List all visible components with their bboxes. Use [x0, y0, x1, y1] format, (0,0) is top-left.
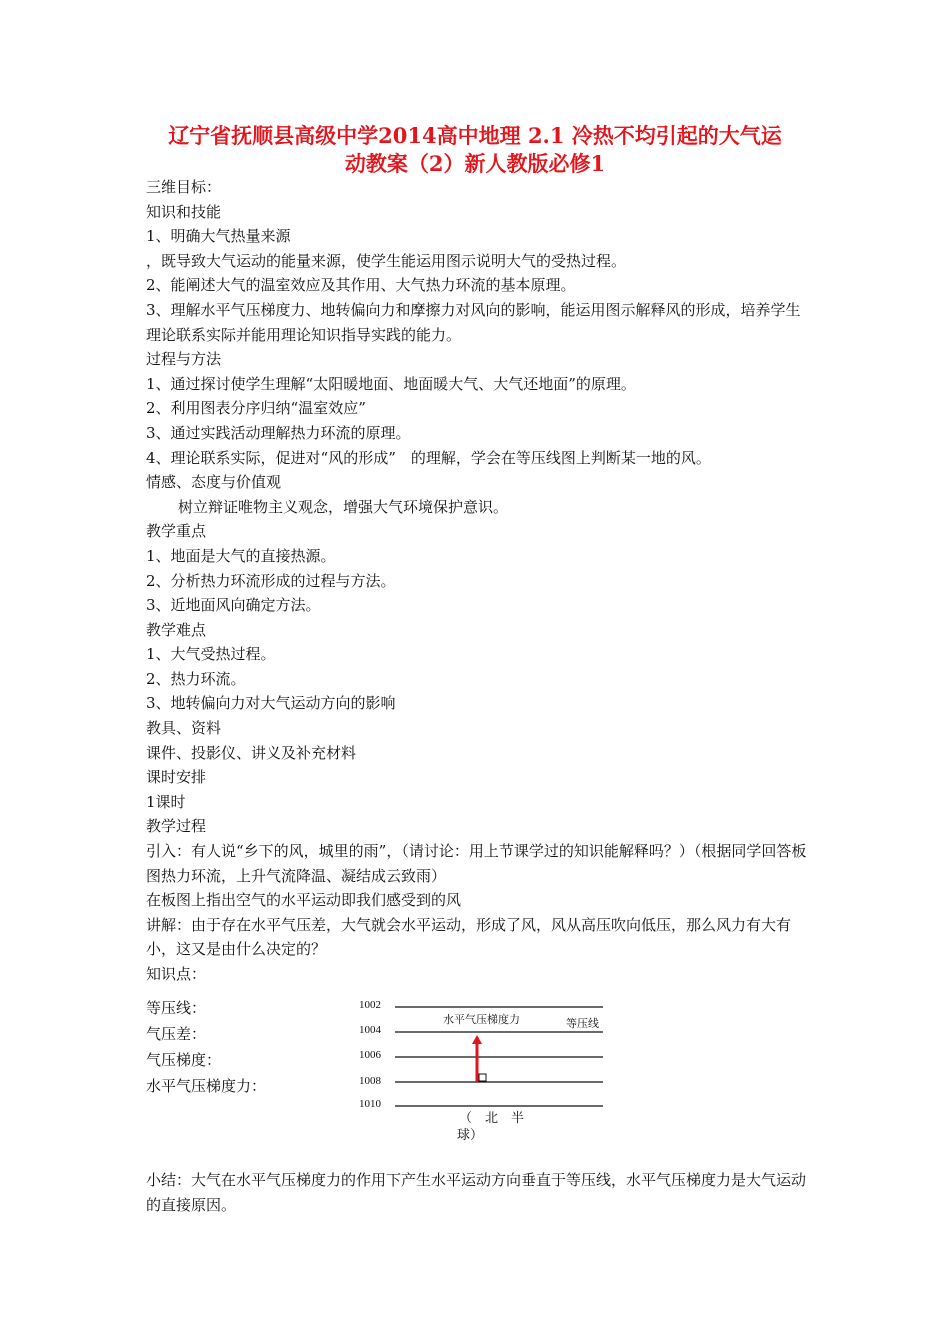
heading-teaching-process: 教学过程 [146, 817, 207, 836]
key-point-line: 1、地面是大气的直接热源。 [146, 546, 336, 565]
isobar-label: 等压线 [566, 1018, 599, 1030]
pressure-label-1004: 1004 [359, 1024, 381, 1036]
process-line: 2、利用图表分序归纳“温室效应” [146, 399, 366, 418]
objective-line: 3、理解水平气压梯度力、地转偏向力和摩擦力对风向的影响，能运用图示解释风的形成，培养学生理论联系实际并能用理论知识指导实践的能力。 [146, 300, 801, 344]
force-label: 水平气压梯度力 [443, 1014, 520, 1026]
heading-attitude-values: 情感、态度与价值观 [146, 473, 282, 492]
process-line: 1、通过探讨使学生理解“太阳暖地面、地面暖大气、大气还地面”的原理。 [146, 374, 636, 393]
knowledge-point-horizontal-force: 水平气压梯度力： [146, 1077, 267, 1095]
intro-paragraph: 引入：有人说“乡下的风，城里的雨”，（请讨论：用上节课学过的知识能解释吗？）（根据同学回答板图热力环流，上升气流降温、凝结成云致雨） [146, 842, 807, 885]
objective-line: 2、能阐述大气的温室效应及其作用、大气热力环流的基本原理。 [146, 276, 576, 295]
summary-paragraph: 小结：大气在水平气压梯度力的作用下产生水平运动方向垂直于等压线，水平气压梯度力是大气运动的直接原因。 [146, 1171, 807, 1214]
lesson-body [146, 175, 812, 987]
difficulty-line: 2、热力环流。 [146, 669, 246, 688]
hemisphere-label-line2: 球） [457, 1127, 484, 1142]
arrow-head-icon [472, 1035, 482, 1044]
knowledge-point-isobar: 等压线： [146, 999, 207, 1017]
process-paragraph: 在板图上指出空气的水平运动即我们感受到的风 [146, 891, 462, 910]
heading-objectives: 三维目标： [146, 178, 222, 196]
materials-line: 课件、投影仪、讲义及补充材料 [146, 743, 357, 762]
hemisphere-label-line1: （ 北 半 [459, 1110, 525, 1125]
process-line: 4、理论联系实际，促进对“风的形成” 的理解，学会在等压线图上判断某一地的风。 [146, 448, 711, 467]
knowledge-point-pressure-gradient: 气压梯度： [146, 1051, 222, 1069]
heading-materials: 教具、资料 [146, 719, 222, 738]
right-angle-icon [479, 1074, 486, 1081]
objective-line: 1、明确大气热量来源 [146, 227, 291, 246]
schedule-line: 1课时 [146, 792, 186, 811]
key-point-line: 2、分析热力环流形成的过程与方法。 [146, 571, 396, 590]
pressure-label-1002: 1002 [359, 999, 381, 1011]
key-point-line: 3、近地面风向确定方法。 [146, 596, 321, 615]
heading-knowledge-points: 知识点： [146, 965, 207, 983]
heading-process-methods: 过程与方法 [146, 350, 222, 369]
knowledge-point-pressure-difference: 气压差： [146, 1025, 207, 1043]
difficulty-line: 1、大气受热过程。 [146, 645, 276, 664]
heading-knowledge-skills: 知识和技能 [146, 202, 222, 221]
document-title-line1: 辽宁省抚顺县高级中学2014高中地理 2.1 冷热不均引起的大气运 [168, 123, 782, 148]
heading-schedule: 课时安排 [146, 768, 207, 787]
pressure-label-1008: 1008 [359, 1075, 381, 1087]
heading-key-points: 教学重点 [146, 522, 207, 541]
explanation-paragraph: 讲解：由于存在水平气压差，大气就会水平运动，形成了风，风从高压吹向低压，那么风力有大有小，这又是由什么决定的？ [146, 915, 792, 959]
isobar-diagram [355, 995, 615, 1145]
heading-difficulties: 教学难点 [146, 620, 207, 639]
attitude-line: 树立辩证唯物主义观念，增强大气环境保护意识。 [178, 497, 509, 516]
difficulty-line: 3、地转偏向力对大气运动方向的影响 [146, 694, 396, 713]
document-title-line2: 动教案（2）新人教版必修1 [344, 151, 606, 176]
pressure-label-1010: 1010 [359, 1098, 381, 1110]
objective-line: ，既导致大气运动的能量来源，使学生能运用图示说明大气的受热过程。 [146, 251, 627, 270]
process-line: 3、通过实践活动理解热力环流的原理。 [146, 423, 411, 442]
pressure-label-1006: 1006 [359, 1049, 381, 1061]
